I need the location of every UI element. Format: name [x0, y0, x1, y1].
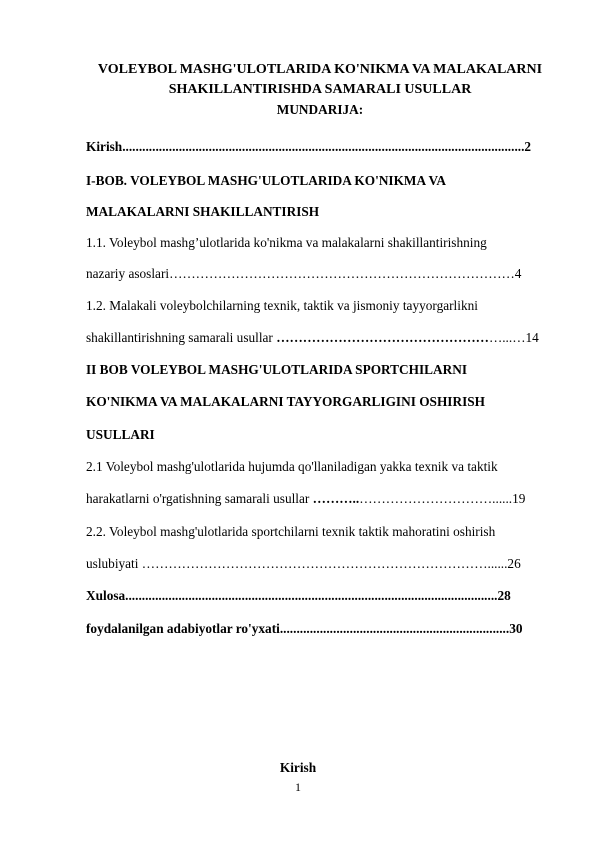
toc-section-1-2-dots: …………………………………………: [276, 330, 489, 345]
toc-chapter-1-title-a: I-BOB. VOLEYBOL MASHG'ULOTLARIDA KO'NIKMA VA: [86, 173, 446, 188]
toc-entry-references: foydalanilgan adabiyotlar ro'yxati.....................................................................30: [86, 621, 523, 636]
document-title-line-1: VOLEYBOL MASHG'ULOTLARIDA KO'NIKMA VA MALAKALARNI: [97, 62, 543, 77]
footer-section-title: Kirish: [279, 760, 317, 775]
toc-section-2-2-b: uslubiyati ……………………………………………………………………......26: [86, 556, 521, 571]
toc-section-1-2-text: shakillantirishning samarali usullar: [86, 330, 277, 345]
toc-section-1-2-b: [86, 330, 539, 346]
page-number: 1: [295, 780, 301, 794]
toc-section-2-1-b: [86, 491, 525, 507]
toc-section-2-1-dots: ………..: [312, 491, 360, 506]
toc-section-2-1-a: 2.1 Voleybol mashg'ulotlarida hujumda qo'llaniladigan yakka texnik va taktik: [86, 459, 498, 474]
toc-chapter-2-title-c: USULLARI: [86, 427, 155, 442]
toc-section-1-1-b: nazariy asoslari……………………………………………………………………4: [86, 266, 522, 281]
toc-section-2-2-a: 2.2. Voleybol mashg'ulotlarida sportchilarni texnik taktik mahoratini oshirish: [86, 524, 496, 539]
toc-chapter-2-title-a: II BOB VOLEYBOL MASHG'ULOTLARIDA SPORTCHILARNI: [86, 362, 468, 377]
contents-heading: MUNDARIJA:: [276, 102, 364, 117]
toc-chapter-2-title-b: KO'NIKMA VA MALAKALARNI TAYYORGARLIGINI OSHIRISH: [86, 394, 485, 409]
toc-entry-conclusion: Xulosa................................................................................................................28: [86, 588, 511, 603]
toc-section-1-2-a: 1.2. Malakali voleybolchilarning texnik, taktik va jismoniy tayyorgarlikni: [86, 298, 478, 313]
toc-chapter-1-title-b: MALAKALARNI SHAKILLANTIRISH: [86, 204, 320, 219]
toc-section-2-1-text: harakatlarni o'rgatishning samarali usullar: [86, 491, 313, 506]
toc-entry-intro: Kirish.........................................................................................................................2: [86, 139, 532, 154]
document-title-line-2: SHAKILLANTIRISHDA SAMARALI USULLAR: [168, 82, 472, 97]
toc-section-1-2-page: …...…14: [488, 330, 539, 345]
toc-section-2-1-page: …………………………......19: [359, 491, 526, 506]
toc-section-1-1-a: 1.1. Voleybol mashg’ulotlarida ko'nikma va malakalarni shakillantirishning: [86, 235, 487, 250]
